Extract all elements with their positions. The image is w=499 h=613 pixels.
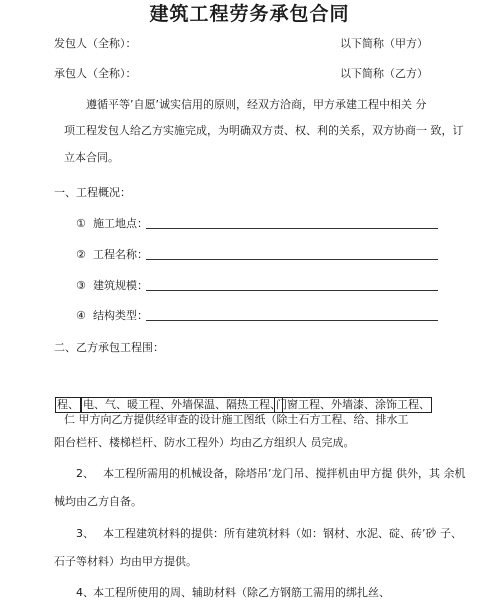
section1-heading: 一、工程概况： <box>54 186 131 199</box>
item-3-num: ③ <box>76 279 86 292</box>
clause-3-line-1: 本工程建筑材料的提供：所有建筑材料（如：钢材、水泥、碇、砖’砂 子、 <box>103 527 462 540</box>
party-a-alias: 以下简称（甲方） <box>340 37 428 50</box>
item-2-label: 工程名称： <box>93 248 148 261</box>
scope-box-2: 电、气、暖工程、外墙保温、隔热工程、 <box>83 398 281 411</box>
scope-box-3: 门窗工程、外墙漆、涂饰工程、 <box>276 398 430 411</box>
party-a-label: 发包人（全称）： <box>54 37 137 50</box>
item-2-num: ② <box>76 248 86 261</box>
clause-1-line-2: 阳台栏杆、楼梯栏杆、防水工程外）均由乙方组织人 员完成。 <box>54 436 355 449</box>
item-4-blank-line <box>146 320 438 321</box>
clause-3-line-2: 石子等材料）均由甲方提供。 <box>54 555 197 568</box>
clause-2-line-2: 械均由乙方自备。 <box>54 495 142 508</box>
item-4-num: ④ <box>76 309 86 322</box>
clause-4-line-1: 本工程所使用的周、辅助材料（除乙方钢筋工需用的绑扎丝、 <box>93 586 390 599</box>
clause-2-line-1: 本工程所需用的机械设备，除塔吊’龙门吊、搅拌机由甲方提 供外，其 余机 <box>103 467 466 480</box>
section2-heading: 二、乙方承包工程围： <box>54 341 164 354</box>
party-b-label: 承包人（全称）： <box>54 67 137 80</box>
clause-3-num: 3、 <box>76 527 94 540</box>
preamble-line-1: 遵循平等’自愿’诚实信用的原则，经双方洽商，甲方承建工程中相关 分 <box>86 98 427 111</box>
document-title: 建筑工程劳务承包合同 <box>149 3 350 25</box>
item-1-label: 施工地点： <box>93 217 148 230</box>
item-3-label: 建筑规模： <box>93 279 148 292</box>
clause-4-num: 4、 <box>76 586 94 599</box>
item-2-blank-line <box>146 259 438 260</box>
clause-2-num: 2、 <box>76 467 94 480</box>
item-1-num: ① <box>76 217 86 230</box>
party-b-alias: 以下简称（乙方） <box>340 67 428 80</box>
item-4-label: 结构类型： <box>93 309 148 322</box>
preamble-line-2: 项工程发包人给乙方实施完成，为明确双方责、权、利的关系，双方协商一 致，订 <box>64 124 464 137</box>
scope-box-1: 程、 <box>57 398 79 411</box>
preamble-line-3: 立本合同。 <box>64 151 119 164</box>
clause-1-line-1: 仁 甲方向乙方提供经审查的设计施工图纸（除土石方工程、给、排水工 <box>64 413 409 426</box>
item-1-blank-line <box>146 228 438 229</box>
item-3-blank-line <box>146 290 438 291</box>
